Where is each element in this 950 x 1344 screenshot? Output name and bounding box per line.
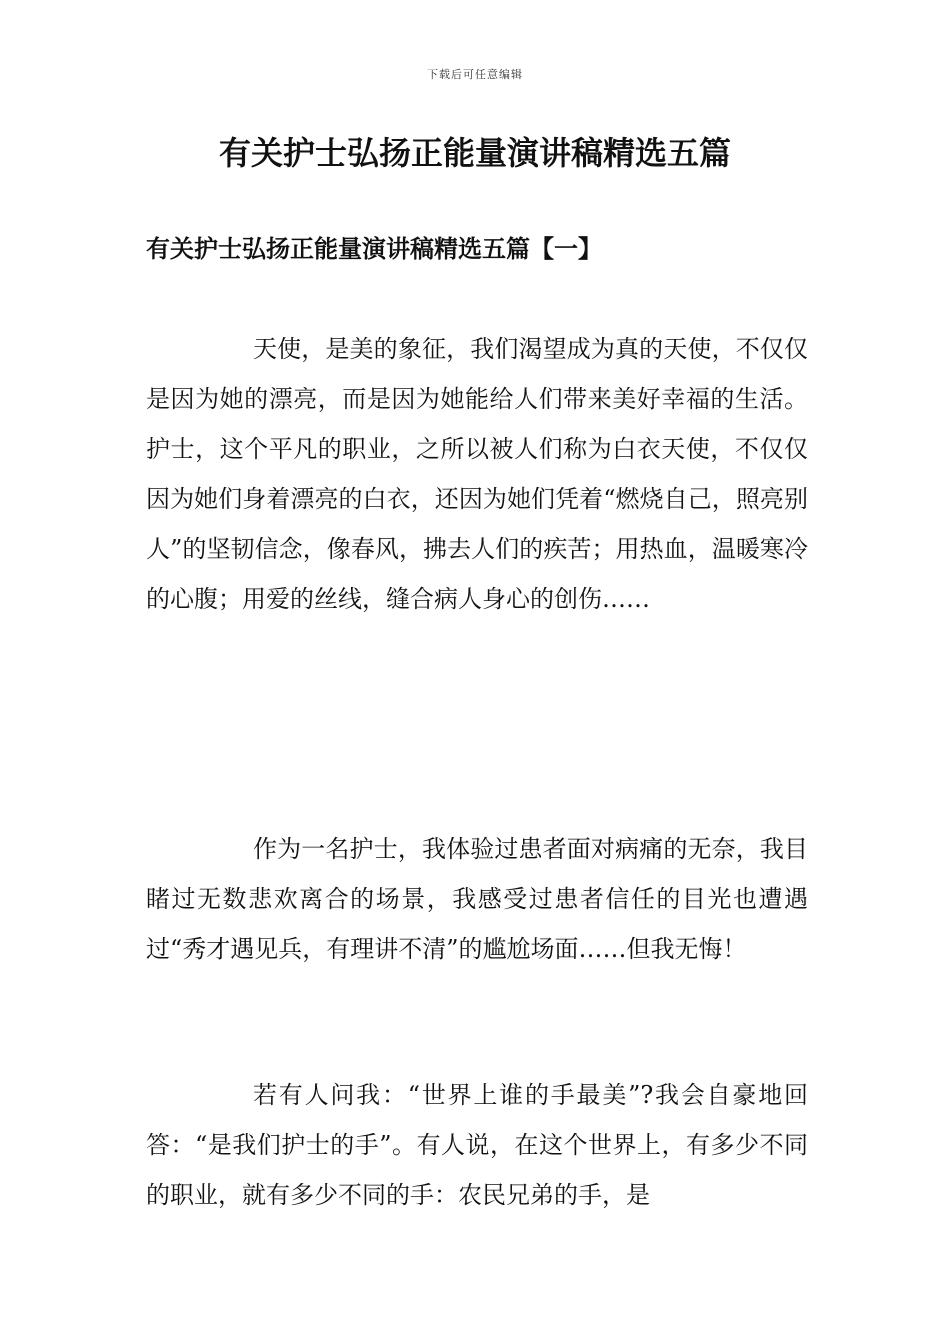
header-note: 下载后可任意编辑 bbox=[427, 68, 523, 81]
body-paragraph-1: 天使，是美的象征，我们渴望成为真的天使，不仅仅是因为她的漂亮，而是因为她能给人们带来美好幸福的生活。护士，这个平凡的职业，之所以被人们称为白衣天使，不仅仅因为她们身着漂亮的白衣，还因为她们凭着“燃烧自己，照亮别人”的坚韧信念，像春风，拂去人们的疾苦；用热血，温暖寒冷的心腹；用爱的丝线，缝合病人身心的创伤…… bbox=[146, 335, 808, 613]
document-title: 有关护士弘扬正能量演讲稿精选五篇 bbox=[218, 134, 731, 172]
section-heading: 有关护士弘扬正能量演讲稿精选五篇【一】 bbox=[146, 234, 602, 263]
body-paragraph-3: 若有人问我：“世界上谁的手最美”?我会自豪地回答：“是我们护士的手”。有人说，在这个世界上，有多少不同的职业，就有多少不同的手：农民兄弟的手，是 bbox=[146, 1081, 808, 1209]
body-paragraph-2: 作为一名护士，我体验过患者面对病痛的无奈，我目睹过无数悲欢离合的场景，我感受过患者信任的目光也遭遇过“秀才遇见兵，有理讲不清”的尴尬场面……但我无悔！ bbox=[146, 835, 808, 963]
